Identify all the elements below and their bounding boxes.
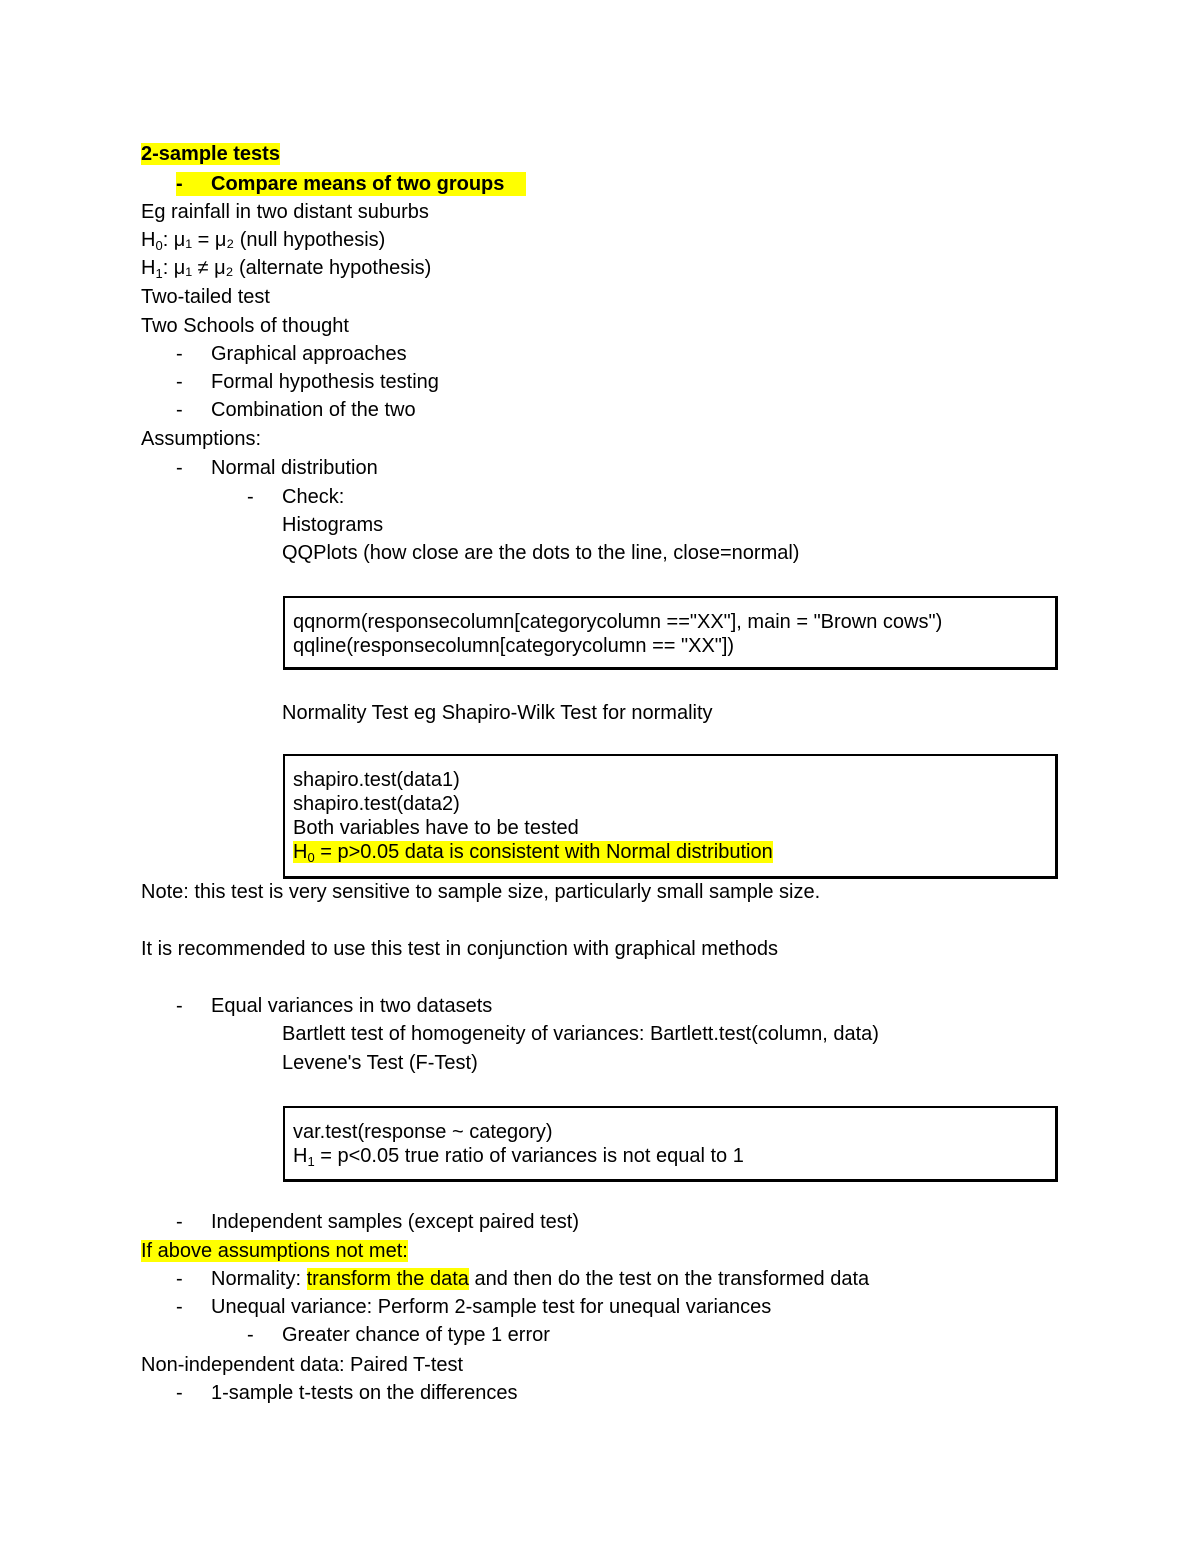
list-item: - Combination of the two — [176, 399, 416, 421]
bartlett-line: Bartlett test of homogeneity of variances: Bartlett.test(column, data) — [282, 1023, 879, 1045]
alternate-hypothesis: $H_1$: μ₁ ≠ μ₂ (alternate hypothesis) — [141, 257, 432, 281]
note-line: Note: this test is very sensitive to sample size, particularly small sample size. — [141, 881, 821, 903]
code-box-var — [283, 1106, 1058, 1182]
histograms-line: Histograms — [282, 514, 384, 536]
schools-line: Two Schools of thought — [141, 315, 349, 337]
subheading-item: - Compare means of two groups — [176, 172, 526, 196]
code-line: shapiro.test(data1) — [293, 769, 460, 791]
code-box-shapiro — [283, 754, 1058, 879]
list-item: - Equal variances in two datasets — [176, 995, 493, 1017]
list-item: - Check: — [247, 486, 345, 508]
h1-result-line: $H_1 = p<0.05$ true ratio of variances is not equal to 1 — [293, 1145, 744, 1169]
normality-test-line: Normality Test eg Shapiro-Wilk Test for normality — [282, 702, 713, 724]
list-item: - 1-sample t-tests on the differences — [176, 1382, 518, 1404]
code-box-qq — [283, 596, 1058, 670]
two-tailed-line: Two-tailed test — [141, 286, 270, 308]
if-not-met-line: If above assumptions not met: — [141, 1240, 408, 1262]
example-line: Eg rainfall in two distant suburbs — [141, 201, 429, 223]
code-line: var.test(response ~ category) — [293, 1121, 553, 1143]
qqplots-line: QQPlots (how close are the dots to the line, close=normal) — [282, 542, 800, 564]
assumptions-line: Assumptions: — [141, 428, 262, 450]
list-item: - Greater chance of type 1 error — [247, 1324, 550, 1346]
code-line: qqline(responsecolumn[categorycolumn == "XX"]) — [293, 635, 735, 657]
subheading: Compare means of two groups — [211, 173, 505, 195]
list-item: - Graphical approaches — [176, 343, 407, 365]
list-item: - Independent samples (except paired test) — [176, 1211, 579, 1233]
code-line: Both variables have to be tested — [293, 817, 579, 839]
levene-line: Levene's Test (F-Test) — [282, 1052, 478, 1074]
recommended-line: It is recommended to use this test in conjunction with graphical methods — [141, 938, 778, 960]
list-item: - Normality: transform the data and then do the test on the transformed data — [176, 1268, 870, 1290]
list-item: - Normal distribution — [176, 457, 378, 479]
non-independent-line: Non-independent data: Paired T-test — [141, 1354, 464, 1376]
list-item: - Formal hypothesis testing — [176, 371, 439, 393]
h0-result-line: $H_0 = p>0.05$ data is consistent with Normal distribution — [293, 841, 773, 865]
code-line: qqnorm(responsecolumn[categorycolumn =="XX"], main = "Brown cows") — [293, 611, 943, 633]
null-hypothesis: $H_0$: μ₁ = μ₂ (null hypothesis) — [141, 229, 386, 253]
list-item: - Unequal variance: Perform 2-sample test for unequal variances — [176, 1296, 772, 1318]
heading: 2-sample tests — [141, 143, 280, 165]
code-line: shapiro.test(data2) — [293, 793, 460, 815]
